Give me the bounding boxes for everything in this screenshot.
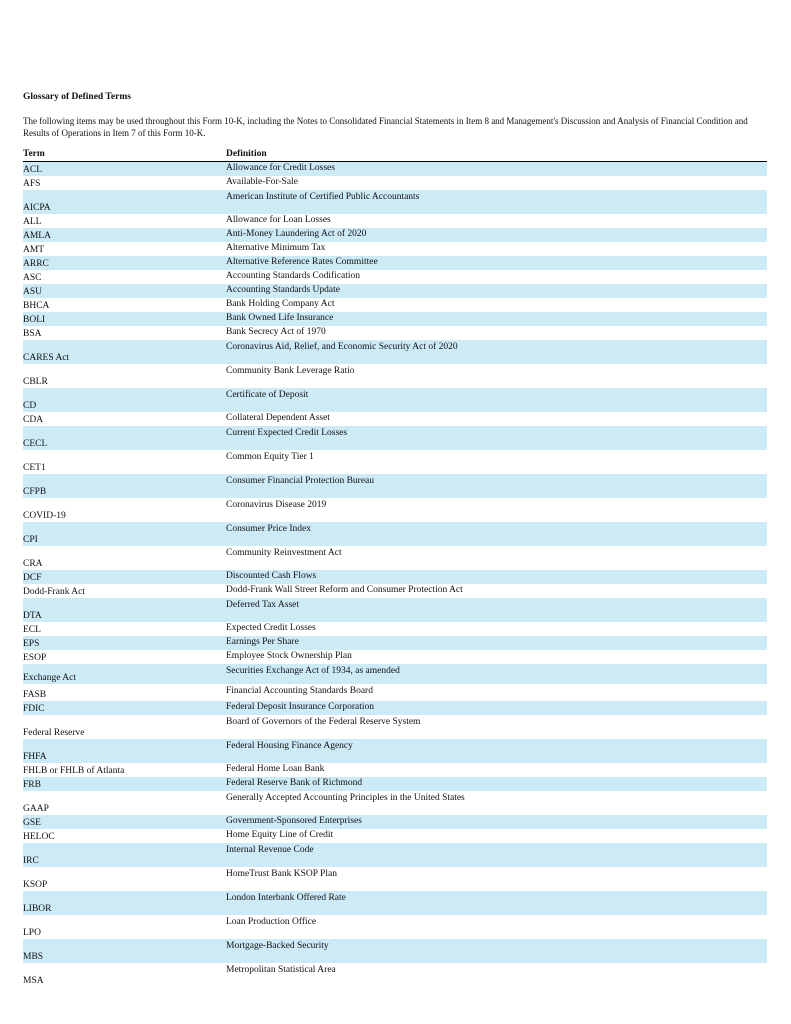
glossary-row [23, 242, 767, 256]
glossary-term: AICPA [23, 203, 51, 213]
glossary-definition: Bank Owned Life Insurance [226, 313, 334, 323]
glossary-term: FRB [23, 780, 41, 790]
glossary-term: AFS [23, 179, 41, 189]
glossary-row [23, 739, 767, 763]
glossary-definition: Discounted Cash Flows [226, 571, 317, 581]
glossary-definition: Financial Accounting Standards Board [226, 686, 373, 696]
glossary-row [23, 176, 767, 190]
glossary-row [23, 190, 767, 214]
glossary-row [23, 474, 767, 498]
glossary-term: CRA [23, 559, 43, 569]
glossary-term: Federal Reserve [23, 728, 85, 738]
glossary-definition: Internal Revenue Code [226, 845, 314, 855]
glossary-row [23, 256, 767, 270]
glossary-definition: Federal Home Loan Bank [226, 764, 325, 774]
glossary-row [23, 598, 767, 622]
glossary-row [23, 891, 767, 915]
glossary-term: BHCA [23, 301, 50, 311]
glossary-definition: American Institute of Certified Public Accountants [226, 192, 420, 202]
glossary-row [23, 412, 767, 426]
glossary-term: GSE [23, 818, 41, 828]
glossary-term: CPI [23, 535, 38, 545]
glossary-row [23, 684, 767, 701]
glossary-definition: Bank Holding Company Act [226, 299, 335, 309]
glossary-definition: Government-Sponsored Enterprises [226, 816, 362, 826]
glossary-term: MBS [23, 952, 44, 962]
glossary-definition: Collateral Dependent Asset [226, 413, 330, 423]
glossary-term: ESOP [23, 653, 47, 663]
glossary-intro: The following items may be used throughout this Form 10-K, including the Notes to Consolidated Financial Statements in Item 8 and Management's Discussion and Analysis of Financial Condition and Results of Operations in Item 7 of this Form 10-K. [23, 116, 748, 138]
glossary-row [23, 963, 767, 987]
glossary-term: CBLR [23, 377, 48, 387]
glossary-definition: Mortgage-Backed Security [226, 941, 329, 951]
glossary-term: DTA [23, 611, 42, 621]
glossary-term: COVID-19 [23, 511, 66, 521]
glossary-definition: Expected Credit Losses [226, 623, 316, 633]
glossary-row [23, 388, 767, 412]
glossary-definition: Securities Exchange Act of 1934, as amended [226, 666, 400, 676]
definition-column-header: Definition [226, 149, 267, 159]
glossary-definition: Coronavirus Disease 2019 [226, 500, 327, 510]
glossary-row [23, 715, 767, 739]
glossary-term: ASU [23, 287, 43, 297]
glossary-row [23, 364, 767, 388]
glossary-term: CDA [23, 415, 44, 425]
glossary-row [23, 664, 767, 684]
glossary-term: ECL [23, 625, 41, 635]
glossary-row [23, 829, 767, 843]
glossary-term: MSA [23, 976, 44, 986]
glossary-row [23, 570, 767, 584]
glossary-row [23, 636, 767, 650]
glossary-definition: Loan Production Office [226, 917, 317, 927]
glossary-term: LPO [23, 928, 41, 938]
glossary-row [23, 312, 767, 326]
glossary-definition: Earnings Per Share [226, 637, 299, 647]
glossary-term: FHLB or FHLB of Atlanta [23, 766, 125, 776]
glossary-definition: Consumer Price Index [226, 524, 311, 534]
glossary-row [23, 584, 767, 598]
glossary-definition: Bank Secrecy Act of 1970 [226, 327, 326, 337]
glossary-definition: Coronavirus Aid, Relief, and Economic Security Act of 2020 [226, 342, 458, 352]
glossary-definition: Allowance for Loan Losses [226, 215, 331, 225]
glossary-row [23, 763, 767, 777]
glossary-definition: Common Equity Tier 1 [226, 452, 314, 462]
glossary-row [23, 546, 767, 570]
glossary-table-body [23, 162, 767, 987]
glossary-row [23, 340, 767, 364]
glossary-row [23, 326, 767, 340]
glossary-row [23, 701, 767, 715]
glossary-term: LIBOR [23, 904, 52, 914]
glossary-row [23, 939, 767, 963]
glossary-definition: Anti-Money Laundering Act of 2020 [226, 229, 367, 239]
glossary-definition: Dodd-Frank Wall Street Reform and Consumer Protection Act [226, 585, 463, 595]
glossary-definition: Community Reinvestment Act [226, 548, 342, 558]
glossary-row [23, 622, 767, 636]
glossary-term: IRC [23, 856, 39, 866]
glossary-definition: Deferred Tax Asset [226, 600, 300, 610]
glossary-definition: Board of Governors of the Federal Reserve System [226, 717, 421, 727]
glossary-term: EPS [23, 639, 40, 649]
glossary-term: FDIC [23, 704, 45, 714]
glossary-definition: London Interbank Offered Rate [226, 893, 346, 903]
glossary-term: GAAP [23, 804, 49, 814]
glossary-term: ACL [23, 165, 42, 175]
glossary-row [23, 791, 767, 815]
glossary-definition: Generally Accepted Accounting Principles in the United States [226, 793, 465, 803]
glossary-row [23, 915, 767, 939]
glossary-definition: Federal Deposit Insurance Corporation [226, 702, 374, 712]
glossary-row [23, 815, 767, 829]
glossary-term: BSA [23, 329, 42, 339]
glossary-term: CET1 [23, 463, 46, 473]
glossary-definition: Employee Stock Ownership Plan [226, 651, 352, 661]
glossary-term: CARES Act [23, 353, 70, 363]
glossary-row [23, 214, 767, 228]
glossary-term: CFPB [23, 487, 47, 497]
glossary-term: Exchange Act [23, 673, 77, 683]
glossary-term: ARRC [23, 259, 49, 269]
glossary-definition: Certificate of Deposit [226, 390, 309, 400]
glossary-term: ALL [23, 217, 42, 227]
glossary-row [23, 777, 767, 791]
glossary-row [23, 650, 767, 664]
term-column-header: Term [23, 149, 45, 159]
glossary-definition: Metropolitan Statistical Area [226, 965, 336, 975]
glossary-definition: Consumer Financial Protection Bureau [226, 476, 375, 486]
glossary-term: KSOP [23, 880, 48, 890]
glossary-definition: Alternative Reference Rates Committee [226, 257, 378, 267]
glossary-row [23, 270, 767, 284]
glossary-row [23, 298, 767, 312]
glossary-definition: Home Equity Line of Credit [226, 830, 334, 840]
glossary-row [23, 284, 767, 298]
glossary-term: HELOC [23, 832, 55, 842]
glossary-term: AMT [23, 245, 45, 255]
glossary-row [23, 426, 767, 450]
glossary-term: AMLA [23, 231, 51, 241]
glossary-term: FASB [23, 690, 47, 700]
glossary-definition: Federal Housing Finance Agency [226, 741, 353, 751]
glossary-term: CD [23, 401, 37, 411]
glossary-row [23, 522, 767, 546]
glossary-definition: Available-For-Sale [226, 177, 298, 187]
glossary-table-header [23, 149, 767, 162]
glossary-row [23, 843, 767, 867]
glossary-definition: Community Bank Leverage Ratio [226, 366, 355, 376]
glossary-definition: Current Expected Credit Losses [226, 428, 348, 438]
glossary-definition: Accounting Standards Codification [226, 271, 361, 281]
glossary-term: ASC [23, 273, 42, 283]
glossary-term: FHFA [23, 752, 47, 762]
glossary-definition: HomeTrust Bank KSOP Plan [226, 869, 337, 879]
glossary-row [23, 162, 767, 176]
glossary-term: Dodd-Frank Act [23, 587, 86, 597]
glossary-term: DCF [23, 573, 42, 583]
glossary-row [23, 228, 767, 242]
glossary-definition: Allowance for Credit Losses [226, 163, 335, 173]
glossary-term: BOLI [23, 315, 46, 325]
glossary-definition: Accounting Standards Update [226, 285, 340, 295]
glossary-definition: Alternative Minimum Tax [226, 243, 326, 253]
glossary-row [23, 498, 767, 522]
glossary-definition: Federal Reserve Bank of Richmond [226, 778, 363, 788]
glossary-row [23, 867, 767, 891]
glossary-title: Glossary of Defined Terms [23, 92, 131, 102]
glossary-term: CECL [23, 439, 48, 449]
glossary-row [23, 450, 767, 474]
